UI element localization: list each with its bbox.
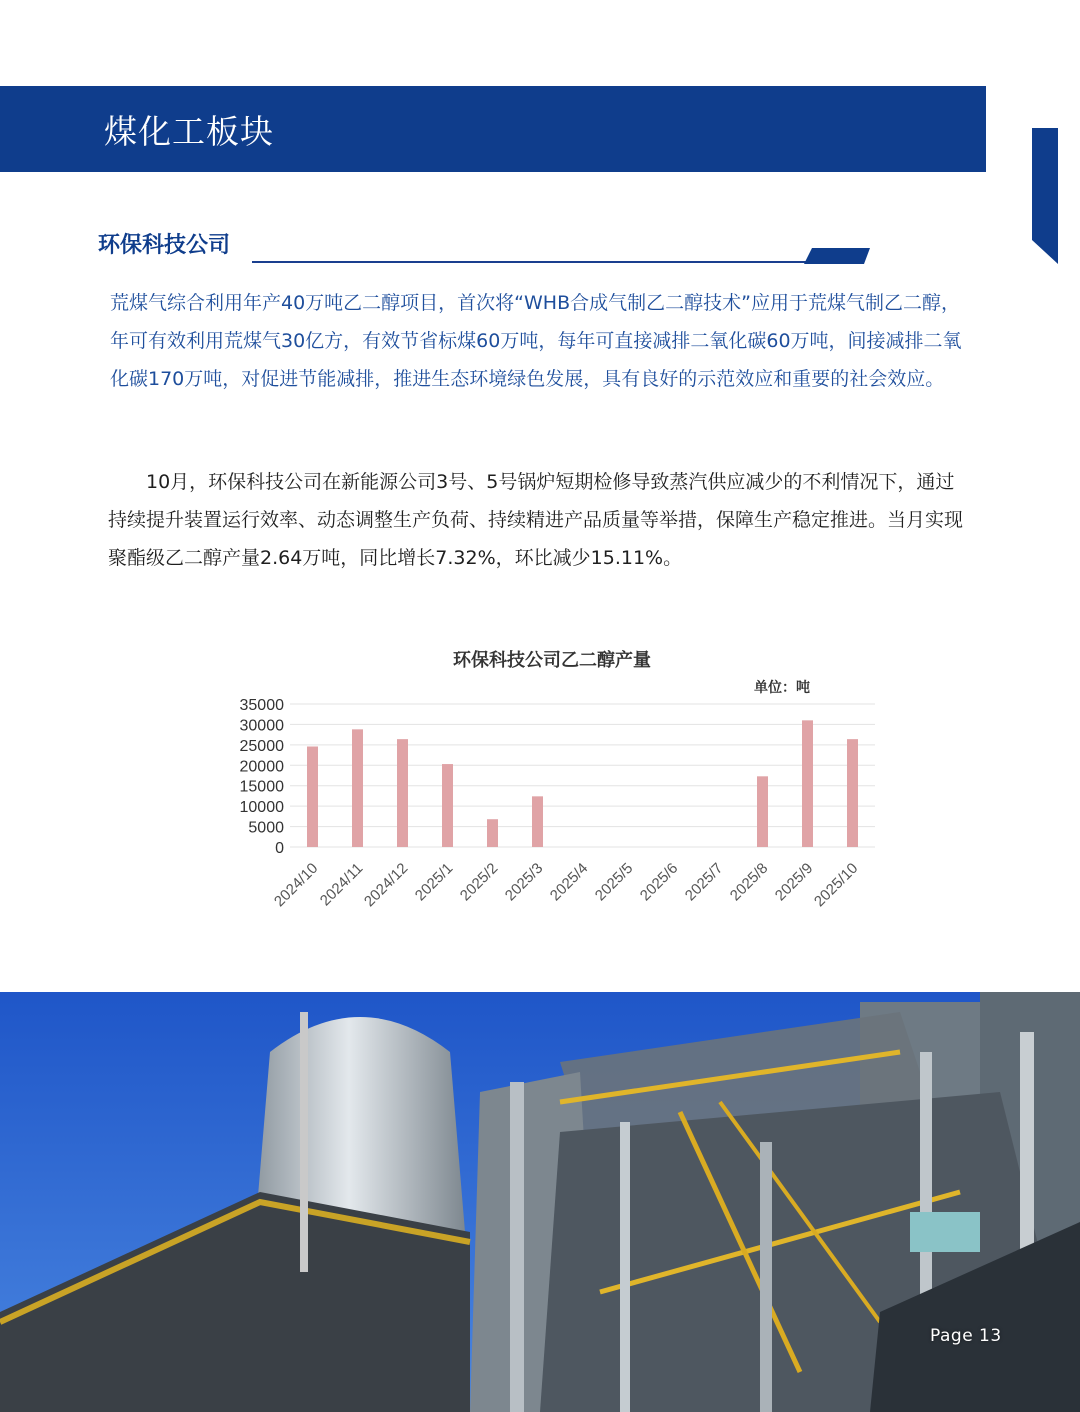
chart-y-axis bbox=[240, 697, 285, 857]
chart-x-tick-label: 2025/8 bbox=[726, 859, 772, 905]
industrial-plant-photo bbox=[0, 992, 1080, 1412]
subsection-accent bbox=[804, 248, 870, 264]
chart-y-tick-label: 35000 bbox=[239, 697, 284, 714]
chart-bar-2025-2 bbox=[487, 819, 498, 847]
chart-y-tick-label: 25000 bbox=[239, 737, 284, 755]
chart-y-tick-label: 5000 bbox=[248, 819, 284, 837]
page-number: Page 13 bbox=[930, 1326, 1002, 1346]
chart-title: 环保科技公司乙二醇产量 bbox=[453, 650, 651, 671]
chart-y-tick-label: 30000 bbox=[239, 717, 284, 735]
chart-x-tick-label: 2025/7 bbox=[681, 859, 727, 905]
chart-x-tick-label: 2024/10 bbox=[270, 859, 322, 911]
chart-x-axis bbox=[271, 860, 861, 910]
chart-x-tick-label: 2025/6 bbox=[636, 859, 682, 905]
chart-x-tick-label: 2025/10 bbox=[810, 859, 862, 911]
chart-bar-2024-10 bbox=[307, 746, 318, 847]
chart-bar-2025-3 bbox=[532, 796, 543, 847]
intro-paragraph: 荒煤气综合利用年产40万吨乙二醇项目，首次将“WHB合成气制乙二醇技术”应用于荒煤气制乙二醇，年可有效利用荒煤气30亿方，有效节省标煤60万吨，每年可直接减排二氧化碳60万吨，间接减排二氧化碳170万吨，对促进节能减排，推进生态环境绿色发展，具有良好的示范效应和重要的社会效应。 bbox=[110, 292, 962, 390]
subsection-title: 环保科技公司 bbox=[98, 233, 231, 258]
chart-grid bbox=[290, 704, 875, 847]
chart-y-tick-label: 15000 bbox=[239, 778, 284, 796]
chart-y-tick-label: 20000 bbox=[239, 758, 284, 776]
chart-x-tick-label: 2025/1 bbox=[411, 859, 457, 905]
chart-x-tick-label: 2025/4 bbox=[546, 859, 592, 905]
chart-bar-2025-8 bbox=[757, 776, 768, 847]
chart-x-tick-label: 2025/5 bbox=[591, 859, 637, 905]
side-tab-decoration bbox=[1032, 128, 1080, 264]
chart-y-tick-label: 10000 bbox=[239, 799, 284, 817]
chart-unit-label: 单位：吨 bbox=[754, 680, 810, 696]
chart-x-tick-label: 2025/3 bbox=[501, 859, 547, 905]
chart-bar-2024-11 bbox=[352, 729, 363, 847]
chart-bar-2025-10 bbox=[847, 739, 858, 847]
chart-x-tick-label: 2025/2 bbox=[456, 859, 502, 905]
production-bar-chart bbox=[210, 630, 890, 950]
chart-x-tick-label: 2024/11 bbox=[316, 859, 367, 910]
chart-y-tick-label: 0 bbox=[275, 840, 284, 857]
page-section-title: 煤化工板块 bbox=[104, 112, 274, 151]
october-paragraph: 10月，环保科技公司在新能源公司3号、5号锅炉短期检修导致蒸汽供应减少的不利情况下，通过持续提升装置运行效率、动态调整生产负荷、持续精进产品质量等举措，保障生产稳定推进。当月实现聚酯级乙二醇产量2.64万吨，同比增长7.32%，环比减少15.11%。 bbox=[108, 471, 964, 569]
chart-bars bbox=[307, 720, 858, 847]
subsection-underline bbox=[252, 261, 808, 263]
chart-x-tick-label: 2025/9 bbox=[771, 859, 817, 905]
chart-bar-2025-9 bbox=[802, 720, 813, 847]
chart-x-tick-label: 2024/12 bbox=[360, 859, 412, 911]
chart-bar-2025-1 bbox=[442, 764, 453, 847]
chart-bar-2024-12 bbox=[397, 739, 408, 847]
